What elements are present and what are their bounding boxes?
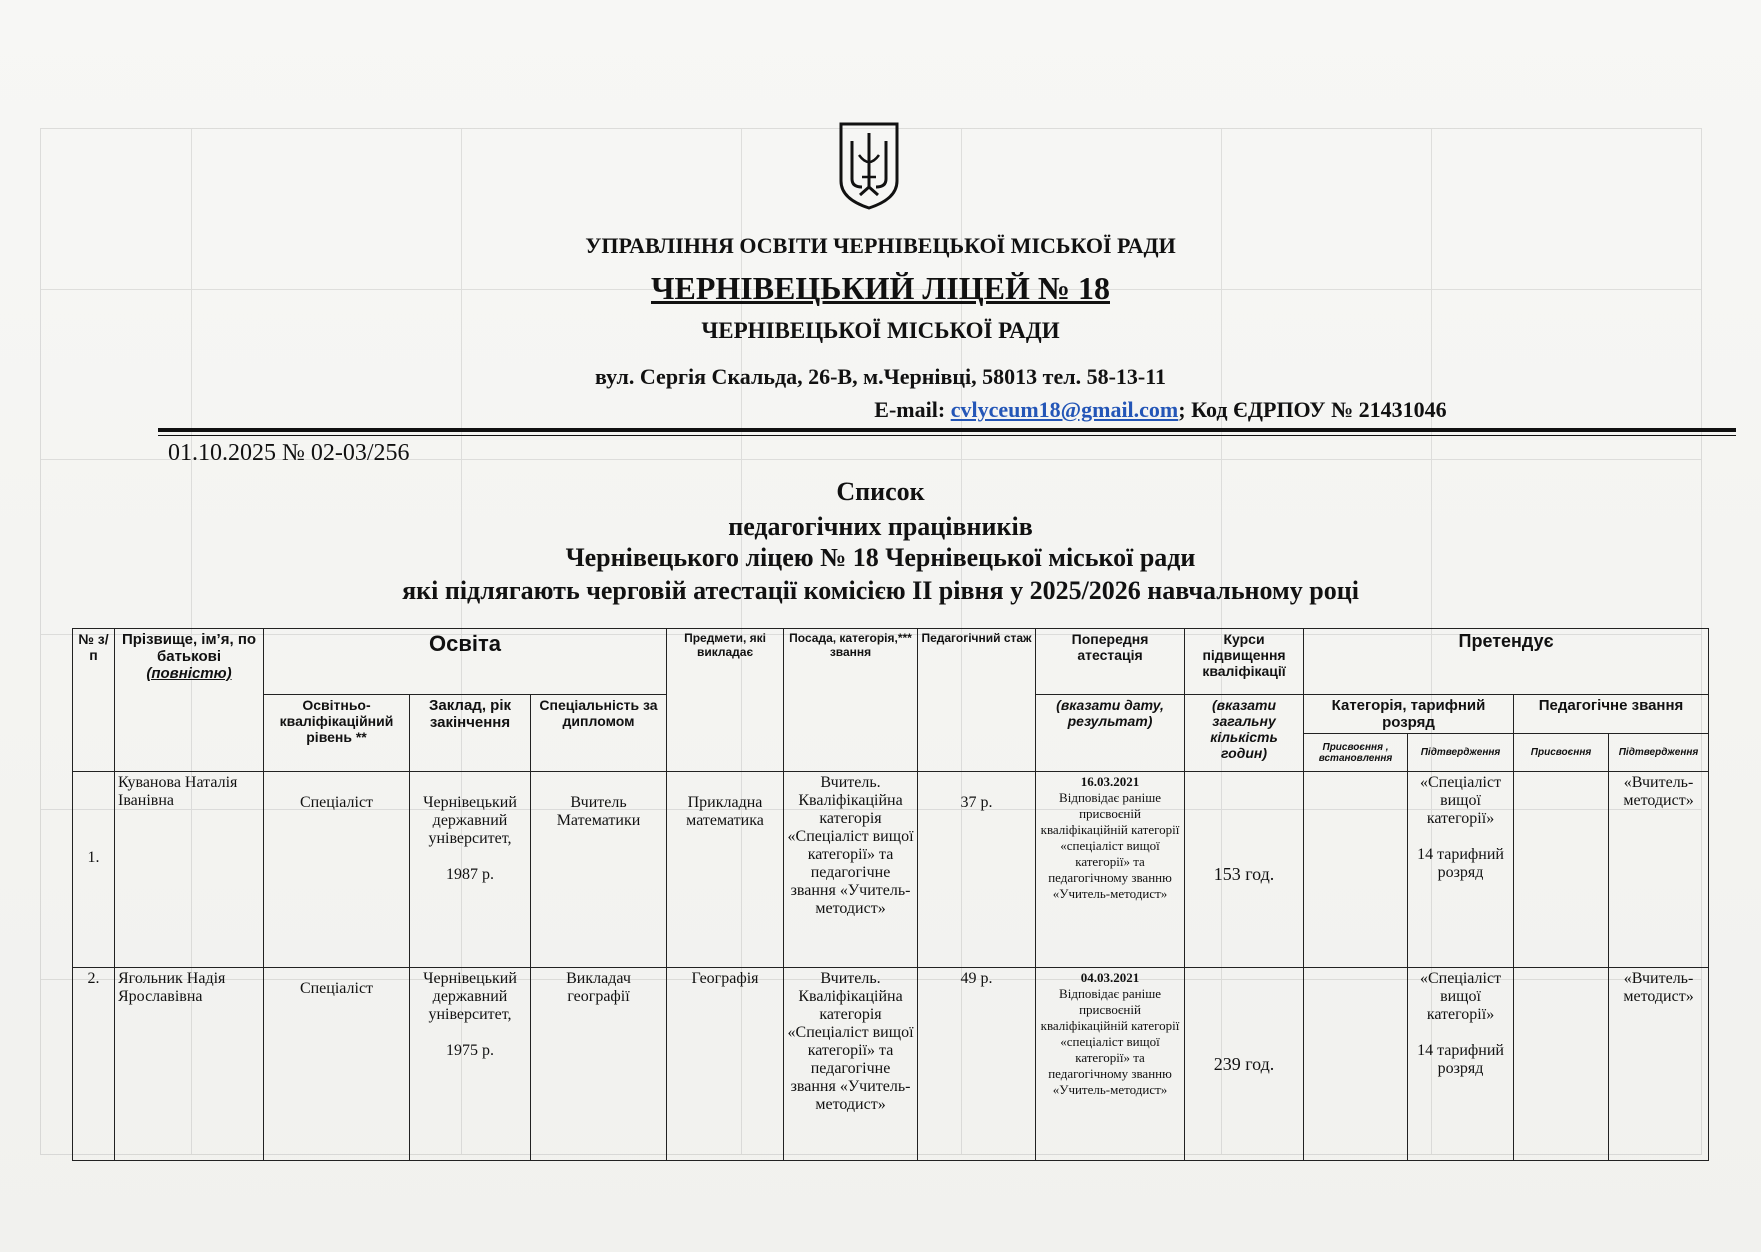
cell-category-assign (1304, 772, 1408, 968)
col-header-spec: Спеціальність за дипломом (531, 695, 667, 772)
cell-spec: Вчитель Математики (531, 772, 667, 968)
col-header-title-confirm: Підтвердження (1609, 734, 1709, 772)
table-row (73, 772, 1709, 968)
cell-inst-year: 1987 р. (446, 866, 494, 883)
contact-line (280, 397, 1761, 423)
col-header-courses-note: (вказати загальну кількість годин) (1185, 695, 1304, 772)
cell-level: Спеціаліст (264, 968, 410, 1161)
address-line: вул. Сергія Скальда, 26-В, м.Чернівці, 58013 тел. 58-13-11 (594, 364, 1167, 389)
cell-name: Ягольник Надія Ярославівна (115, 968, 264, 1161)
col-header-prev-note: (вказати дату, результат) (1036, 695, 1185, 772)
cell-title-confirm: «Вчитель-методист» (1609, 968, 1709, 1161)
col-header-name (115, 629, 264, 772)
title-line-4: які підлягають черговій атестації комісією ІІ рівня у 2025/2026 навчальному році (402, 576, 1359, 605)
col-header-title: Педагогічне звання (1514, 695, 1709, 734)
cell-prev-date: 16.03.2021 (1080, 774, 1140, 789)
cell-tariff: 14 тарифний розряд (1417, 1042, 1504, 1077)
col-header-courses: Курси підвищення кваліфікації (1185, 629, 1304, 695)
cell-num: 1. (73, 772, 115, 968)
col-header-position: Посада, категорія,*** звання (784, 629, 918, 772)
cell-prev-text: Відповідає раніше присвоєній кваліфікаційній категорії «спеціаліст вищої категорії» та педагогічному званню «Учитель-методист» (1040, 790, 1180, 901)
col-header-category: Категорія, тарифний розряд (1304, 695, 1514, 734)
col-header-claims: Претендує (1304, 629, 1709, 695)
cell-title-assign (1514, 968, 1609, 1161)
col-header-name-text: Прізвище, ім’я, по батькові (121, 631, 257, 665)
title-line-3: Чернівецького ліцею № 18 Чернівецької міської ради (565, 543, 1196, 572)
cell-prev-date: 04.03.2021 (1080, 970, 1140, 985)
cell-subject: Географія (667, 968, 784, 1161)
department-name: УПРАВЛІННЯ ОСВІТИ ЧЕРНІВЕЦЬКОЇ МІСЬКОЇ РАДИ (585, 233, 1176, 258)
col-header-num: № з/п (73, 629, 115, 772)
cell-category-assign (1304, 968, 1408, 1161)
cell-num: 2. (73, 968, 115, 1161)
cell-category-confirm (1408, 772, 1514, 968)
cell-position: Вчитель. Кваліфікаційна категорія «Спеціаліст вищої категорії» та педагогічне звання «Учитель-методист» (784, 968, 918, 1161)
document-number: 01.10.2025 № 02-03/256 (168, 440, 410, 466)
council-name: ЧЕРНІВЕЦЬКОЇ МІСЬКОЇ РАДИ (701, 318, 1060, 343)
cell-prev-text: Відповідає раніше присвоєній кваліфікаційній категорії «спеціаліст вищої категорії» та педагогічному званню «Учитель-методист» (1040, 986, 1180, 1097)
cell-title-assign (1514, 772, 1609, 968)
cell-hours: 239 год. (1185, 968, 1304, 1161)
cell-inst (410, 968, 531, 1161)
col-header-level: Освітньо-кваліфікаційний рівень ** (264, 695, 410, 772)
cell-spec: Викладач географії (531, 968, 667, 1161)
col-header-inst: Заклад, рік закінчення (410, 695, 531, 772)
col-header-category-confirm: Підтвердження (1408, 734, 1514, 772)
cell-prev-attestation (1036, 968, 1185, 1161)
cell-experience: 49 р. (918, 968, 1036, 1161)
cell-prev-attestation (1036, 772, 1185, 968)
cell-experience: 37 р. (918, 772, 1036, 968)
cell-inst-name: Чернівецький державний університет, (423, 794, 517, 847)
cell-subject: Прикладна математика (667, 772, 784, 968)
email-label: E-mail: (874, 397, 946, 422)
cell-hours: 153 год. (1185, 772, 1304, 968)
cell-title-confirm: «Вчитель-методист» (1609, 772, 1709, 968)
col-header-name-note: (повністю) (146, 665, 232, 682)
edrpou-code: ; Код ЄДРПОУ № 21431046 (1178, 397, 1447, 422)
col-header-prev: Попередня атестація (1036, 629, 1185, 695)
header-rule-thin (158, 435, 1736, 436)
cell-position: Вчитель. Кваліфікаційна категорія «Спеціаліст вищої категорії» та педагогічне звання «Учитель-методист» (784, 772, 918, 968)
email-link[interactable]: cvlyceum18@gmail.com (950, 397, 1179, 422)
cell-level: Спеціаліст (264, 772, 410, 968)
teachers-table (72, 628, 1709, 1161)
header-rule-thick (158, 428, 1736, 432)
cell-inst-year: 1975 р. (446, 1042, 494, 1059)
cell-tariff: 14 тарифний розряд (1417, 846, 1504, 881)
col-header-title-assign: Присвоєння (1514, 734, 1609, 772)
cell-category-confirm (1408, 968, 1514, 1161)
coat-of-arms-icon (838, 121, 900, 211)
school-name: ЧЕРНІВЕЦЬКИЙ ЛІЦЕЙ № 18 (650, 270, 1110, 306)
title-line-1: Список (836, 477, 925, 506)
col-header-education: Освіта (264, 629, 667, 695)
cell-category: «Спеціаліст вищої категорії» (1419, 774, 1502, 827)
col-header-subjects: Предмети, які викладає (667, 629, 784, 772)
table-row (73, 968, 1709, 1161)
title-line-2: педагогічних працівників (728, 512, 1033, 541)
cell-inst-name: Чернівецький державний університет, (423, 970, 517, 1023)
cell-name: Куванова Наталія Іванівна (115, 772, 264, 968)
col-header-experience: Педагогічний стаж (918, 629, 1036, 772)
cell-category: «Спеціаліст вищої категорії» (1419, 970, 1502, 1023)
cell-inst (410, 772, 531, 968)
col-header-category-assign: Присвоєння , встановлення (1304, 734, 1408, 772)
